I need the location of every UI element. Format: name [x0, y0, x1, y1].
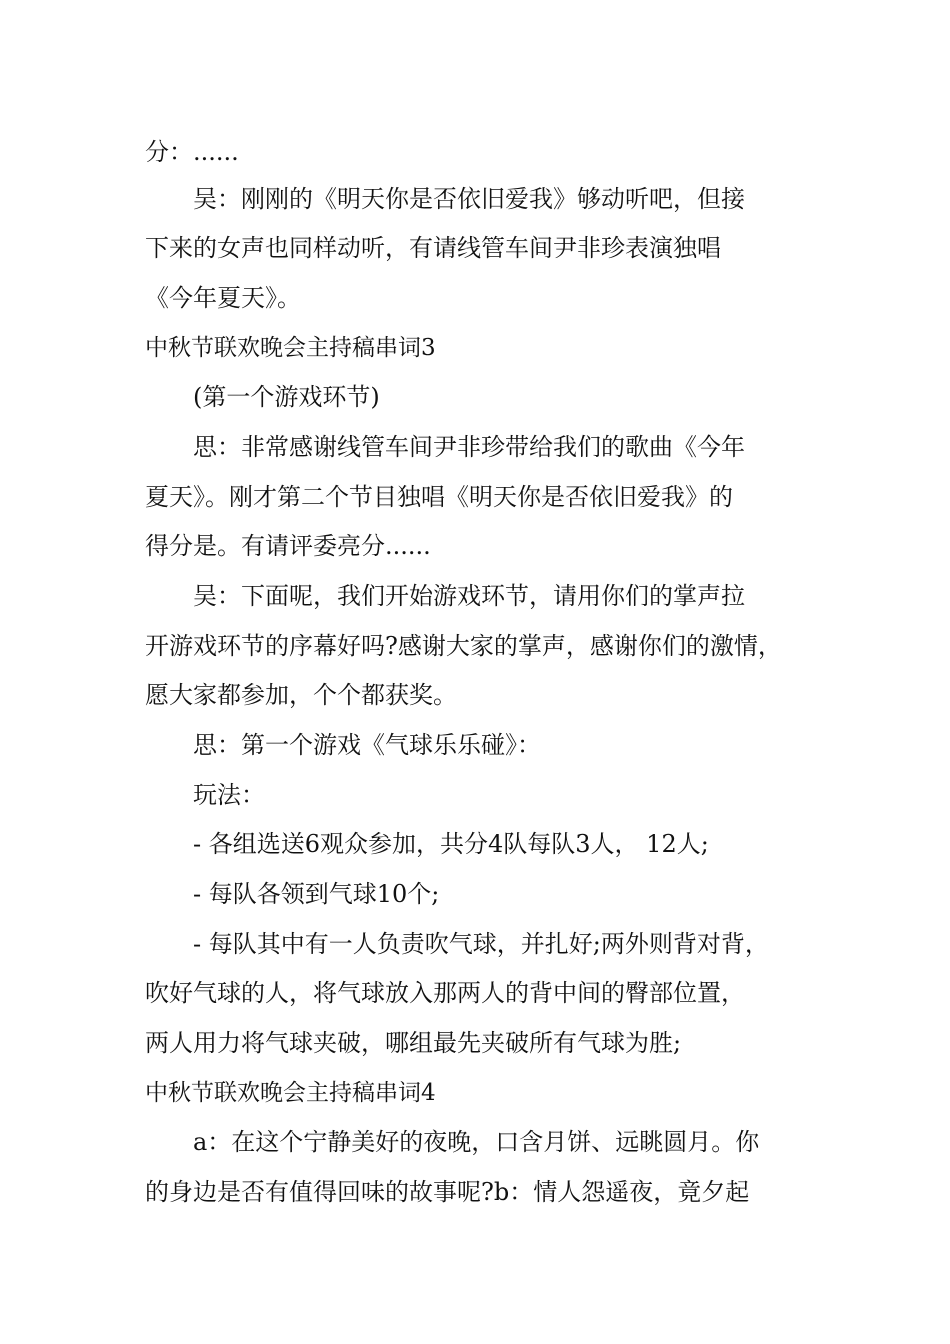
text-line: 思：第一个游戏《气球乐乐碰》：	[193, 731, 541, 759]
text-line: a：在这个宁静美好的夜晚，口含月饼、远眺圆月。你	[193, 1128, 760, 1156]
text-line: 吹好气球的人，将气球放入那两人的背中间的臀部位置，	[145, 979, 745, 1007]
text-line: 分：......	[145, 138, 239, 166]
text-line: (第一个游戏环节)	[193, 383, 380, 411]
text-line: 《今年夏天》。	[145, 284, 301, 312]
text-line: 得分是。有请评委亮分......	[145, 532, 431, 560]
text-line: 吴：刚刚的《明天你是否依旧爱我》够动听吧，但接	[193, 185, 745, 213]
text-line: 吴：下面呢，我们开始游戏环节，请用你们的掌声拉	[193, 582, 745, 610]
text-line: 两人用力将气球夹破，哪组最先夹破所有气球为胜;	[145, 1029, 682, 1057]
text-line: 开游戏环节的序幕好吗?感谢大家的掌声，感谢你们的激情，	[145, 632, 782, 660]
text-line: 下来的女声也同样动听，有请线管车间尹非珍表演独唱	[145, 234, 721, 262]
section-heading: 中秋节联欢晚会主持稿串词4	[145, 1080, 436, 1106]
text-line: 的身边是否有值得回味的故事呢?b：情人怨遥夜，竟夕起	[145, 1178, 750, 1206]
section-heading: 中秋节联欢晚会主持稿串词3	[145, 335, 436, 361]
text-line: 夏天》。刚才第二个节目独唱《明天你是否依旧爱我》的	[145, 483, 733, 511]
text-line: 思：非常感谢线管车间尹非珍带给我们的歌曲《今年	[193, 433, 745, 461]
list-item: - 每队其中有一人负责吹气球，并扎好;两外则背对背，	[193, 930, 769, 958]
list-item: - 各组选送6观众参加，共分4队每队3人， 12人;	[193, 830, 709, 858]
text-line: 玩法：	[193, 781, 265, 809]
list-item: - 每队各领到气球10个;	[193, 880, 440, 908]
text-line: 愿大家都参加，个个都获奖。	[145, 681, 457, 709]
